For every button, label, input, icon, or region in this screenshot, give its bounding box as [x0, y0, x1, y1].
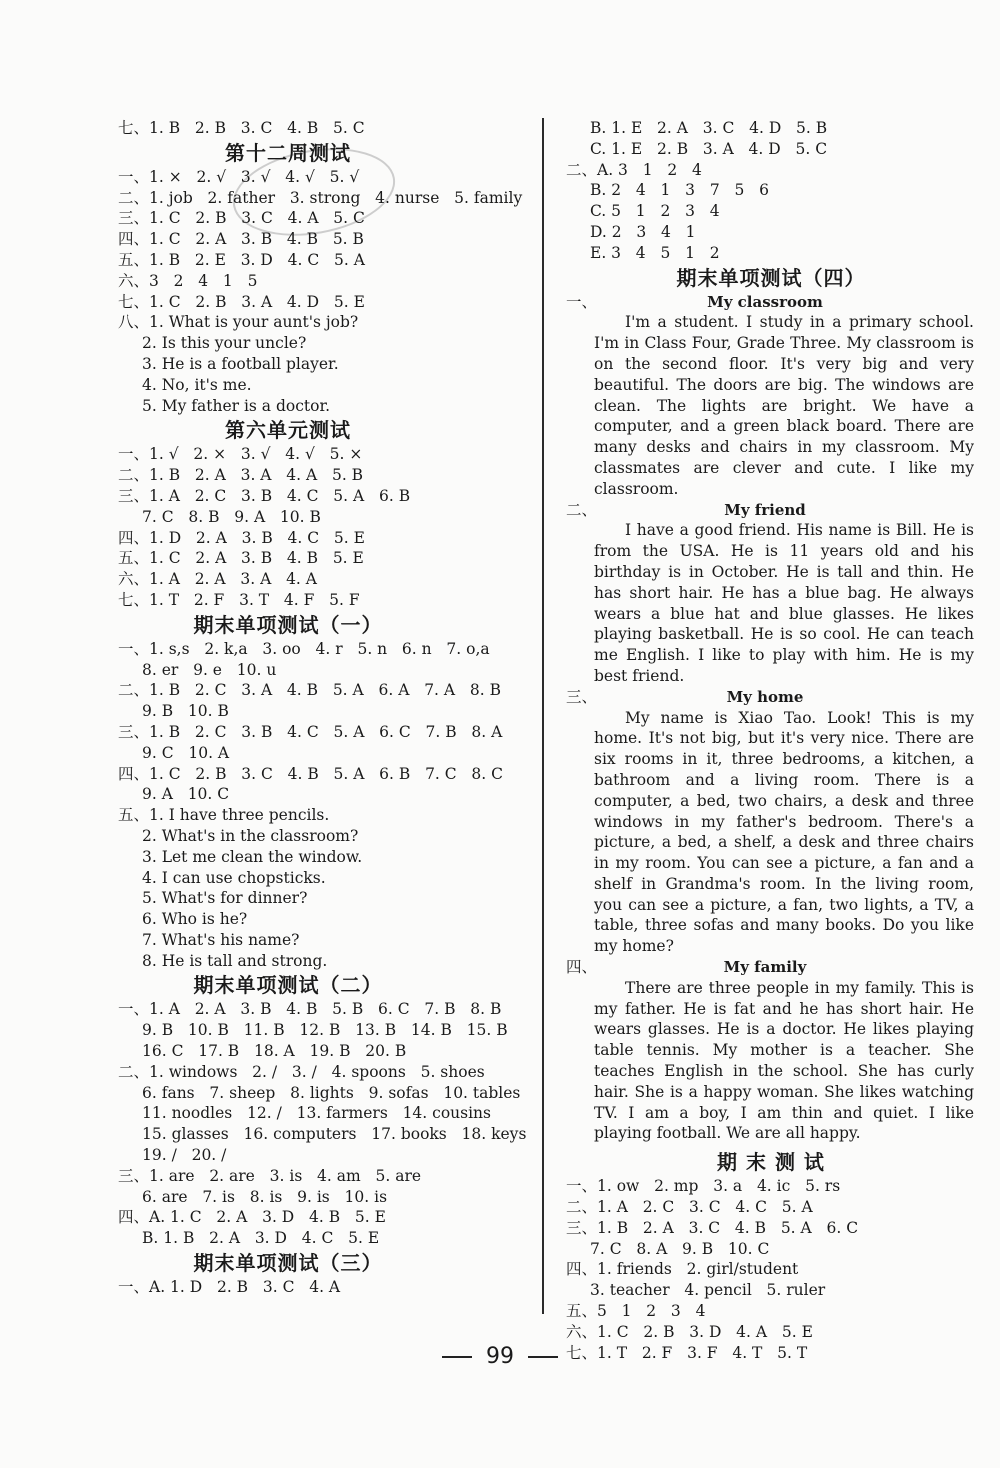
- answer-line: 3. Let me clean the window.: [142, 847, 363, 866]
- answer-line: 6. are 7. is 8. is 9. is 10. is: [142, 1187, 388, 1206]
- answer-line: 一、1. × 2. √ 3. √ 4. √ 5. √: [118, 167, 360, 186]
- essay-label: 四、: [566, 958, 598, 977]
- answer-line: 5. My father is a doctor.: [142, 396, 331, 415]
- answer-line: 8. er 9. e 10. u: [142, 660, 277, 679]
- essay-body: There are three people in my family. This is my father. He is fat and he has short hair. He wears glasses. He is a doctor. He likes playing table tennis. My mother is a teacher. She teaches English in the school. She has curly hair. She is a happy woman. She likes watching TV. I am a boy, I am thin and quiet. I like playing football. We are all happy.: [594, 978, 974, 1143]
- essay-label: 一、: [566, 292, 598, 311]
- answer-line: 6. Who is he?: [142, 910, 248, 929]
- answer-line: 2. What's in the classroom?: [142, 826, 359, 845]
- essay-heading: [566, 500, 976, 521]
- answer-line: 一、1. s,s 2. k,a 3. oo 4. r 5. n 6. n 7. o,a: [118, 639, 490, 658]
- answer-line: 七、1. C 2. B 3. A 4. D 5. E: [118, 292, 365, 311]
- answer-line: 四、1. friends 2. girl/student: [566, 1260, 799, 1279]
- answer-line: 三、1. B 2. A 3. C 4. B 5. A 6. C: [566, 1218, 859, 1237]
- answer-line: 四、1. C 2. A 3. B 4. B 5. B: [118, 230, 364, 249]
- answer-line: 7. C 8. B 9. A 10. B: [142, 507, 321, 526]
- answer-line: 四、1. C 2. B 3. C 4. B 5. A 6. B 7. C 8. C: [118, 764, 503, 783]
- answer-line: 7. C 8. A 9. B 10. C: [590, 1239, 770, 1258]
- answer-line: 四、A. 1. C 2. A 3. D 4. B 5. E: [118, 1208, 386, 1227]
- page-dash-right: [528, 1356, 558, 1358]
- answer-line: 19. / 20. /: [142, 1146, 227, 1165]
- answer-line: 五、5 1 2 3 4: [566, 1302, 706, 1321]
- answer-line: 五、1. I have three pencils.: [118, 806, 330, 825]
- essay-body: I have a good friend. His name is Bill. He is from the USA. He is 11 years old and his birthday is in October. He is tall and thin. He has short hair. He has a blue bag. He always wears a blue hat and blue glasses. He likes playing basketball. He is so cool. He can teach me English. I like to play with him. He is my best friend.: [594, 521, 974, 685]
- left-column: [118, 118, 528, 1298]
- answer-line: 五、1. C 2. A 3. B 4. B 5. E: [118, 549, 364, 568]
- answer-line: 一、1. √ 2. × 3. √ 4. √ 5. ×: [118, 445, 363, 464]
- answer-line: 一、1. A 2. A 3. B 4. B 5. B 6. C 7. B 8. B: [118, 1000, 502, 1019]
- answer-line: B. 1. B 2. A 3. D 4. C 5. E: [142, 1229, 380, 1248]
- essay-body: My name is Xiao Tao. Look! This is my home. It's not big, but it's very nice. There are six rooms in it, three bedrooms, a kitchen, a bathroom and a living room. There is a computer, a bed, two chairs, a desk and three windows in my father's bedroom. There's a picture, a bed, a shelf, a desk and three chairs in my room. You can see a picture, a fan and a shelf in Grandma's room. In the living room, you can see a picture, a fan, two lights, a TV, a table, three sofas and many books. Do you like my home?: [594, 708, 974, 956]
- answer-line: 二、1. B 2. A 3. A 4. A 5. B: [118, 466, 364, 485]
- section-title: 第六单元测试: [225, 418, 351, 443]
- page-dash-left: [442, 1356, 472, 1358]
- right-top-answers: [566, 118, 976, 264]
- answer-line: B. 1. E 2. A 3. C 4. D 5. B: [590, 119, 828, 137]
- answer-line: 三、1. C 2. B 3. C 4. A 5. C: [118, 209, 365, 228]
- answer-line: 七、1. T 2. F 3. T 4. F 5. F: [118, 590, 360, 609]
- answer-line: 六、1. A 2. A 3. A 4. A: [118, 570, 317, 589]
- answer-line: 六、1. C 2. B 3. D 4. A 5. E: [566, 1322, 813, 1341]
- essay-title: My home: [726, 687, 804, 706]
- final-test-title: 期 末 测 试: [717, 1150, 825, 1175]
- answer-line: 2. Is this your uncle?: [142, 334, 307, 353]
- answer-line: 9. A 10. C: [142, 785, 230, 804]
- answer-line: 五、1. B 2. E 3. D 4. C 5. A: [118, 250, 365, 269]
- answer-line: 3. He is a football player.: [142, 354, 339, 373]
- answer-line: 6. fans 7. sheep 8. lights 9. sofas 10. tables: [142, 1083, 521, 1102]
- answer-line: B. 2 4 1 3 7 5 6: [590, 181, 769, 200]
- essay-heading: [566, 957, 976, 978]
- essay-label: 二、: [566, 500, 598, 519]
- essay-title: My family: [723, 958, 807, 977]
- answer-line: 四、1. D 2. A 3. B 4. C 5. E: [118, 528, 365, 547]
- answer-line: 二、1. A 2. C 3. C 4. C 5. A: [566, 1198, 813, 1217]
- answer-line: 三、1. B 2. C 3. B 4. C 5. A 6. C 7. B 8. A: [118, 722, 503, 741]
- page-number-text: 99: [486, 1344, 514, 1369]
- answer-line: 一、1. ow 2. mp 3. a 4. ic 5. rs: [566, 1177, 841, 1196]
- essays: [566, 292, 976, 1145]
- answer-line: 4. I can use chopsticks.: [142, 868, 326, 887]
- section-title: 第十二周测试: [225, 140, 351, 165]
- answer-line: 一、A. 1. D 2. B 3. C 4. A: [118, 1278, 341, 1297]
- answer-line: 16. C 17. B 18. A 19. B 20. B: [142, 1042, 407, 1061]
- answer-line: 3. teacher 4. pencil 5. ruler: [590, 1281, 826, 1300]
- right-bottom-answers: [566, 1176, 976, 1363]
- section-title: 期末单项测试（一）: [193, 612, 383, 637]
- essay-title: My friend: [724, 500, 806, 519]
- essay-label: 三、: [566, 687, 598, 706]
- answer-line: 9. B 10. B 11. B 12. B 13. B 14. B 15. B: [142, 1021, 508, 1040]
- answer-line: 二、1. windows 2. / 3. / 4. spoons 5. shoes: [118, 1062, 485, 1081]
- right-column: [566, 118, 976, 1363]
- answer-line: 4. No, it's me.: [142, 375, 252, 394]
- section-title: 期末单项测试（二）: [193, 973, 383, 998]
- section-title: 期末单项测试（三）: [193, 1251, 383, 1276]
- section-title: 期末单项测试（四）: [676, 265, 866, 290]
- answer-line: 9. B 10. B: [142, 702, 229, 721]
- answer-line: 15. glasses 16. computers 17. books 18. keys: [142, 1125, 527, 1144]
- essay-heading: [566, 687, 976, 708]
- answer-line: 二、A. 3 1 2 4: [566, 160, 702, 179]
- column-divider: [542, 118, 544, 1314]
- answer-line: 8. He is tall and strong.: [142, 951, 328, 970]
- answer-line: 三、1. A 2. C 3. B 4. C 5. A 6. B: [118, 486, 411, 505]
- answer-line: 二、1. B 2. C 3. A 4. B 5. A 6. A 7. A 8. B: [118, 681, 501, 700]
- answer-line: C. 1. E 2. B 3. A 4. D 5. C: [590, 139, 828, 158]
- answer-line: 二、1. job 2. father 3. strong 4. nurse 5. family: [118, 188, 523, 207]
- answer-line: 七、1. B 2. B 3. C 4. B 5. C: [118, 119, 365, 137]
- answer-line: 六、3 2 4 1 5: [118, 271, 258, 290]
- answer-line: 9. C 10. A: [142, 743, 230, 762]
- essay-heading: [566, 292, 976, 313]
- essay-body: I'm a student. I study in a primary school. I'm in Class Four, Grade Three. My classroom is on the second floor. It's very big and very beautiful. The doors are big. The windows are clean. The lights are bright. We have a computer, and a green black board. There are many desks and chairs in my classroom. My classmates are clever and cute. I like my classroom.: [594, 313, 974, 498]
- answer-line: 三、1. are 2. are 3. is 4. am 5. are: [118, 1166, 422, 1185]
- answer-line: 5. What's for dinner?: [142, 889, 308, 908]
- answer-line: 7. What's his name?: [142, 930, 300, 949]
- answer-line: 11. noodles 12. / 13. farmers 14. cousins: [142, 1104, 491, 1123]
- answer-line: C. 5 1 2 3 4: [590, 202, 720, 221]
- answer-line: 七、1. T 2. F 3. F 4. T 5. T: [566, 1343, 808, 1362]
- answer-line: D. 2 3 4 1: [590, 222, 696, 241]
- page-number: [0, 1342, 1000, 1372]
- answer-line: 八、1. What is your aunt's job?: [118, 313, 359, 332]
- answer-line: E. 3 4 5 1 2: [590, 243, 720, 262]
- essay-title: My classroom: [707, 292, 823, 311]
